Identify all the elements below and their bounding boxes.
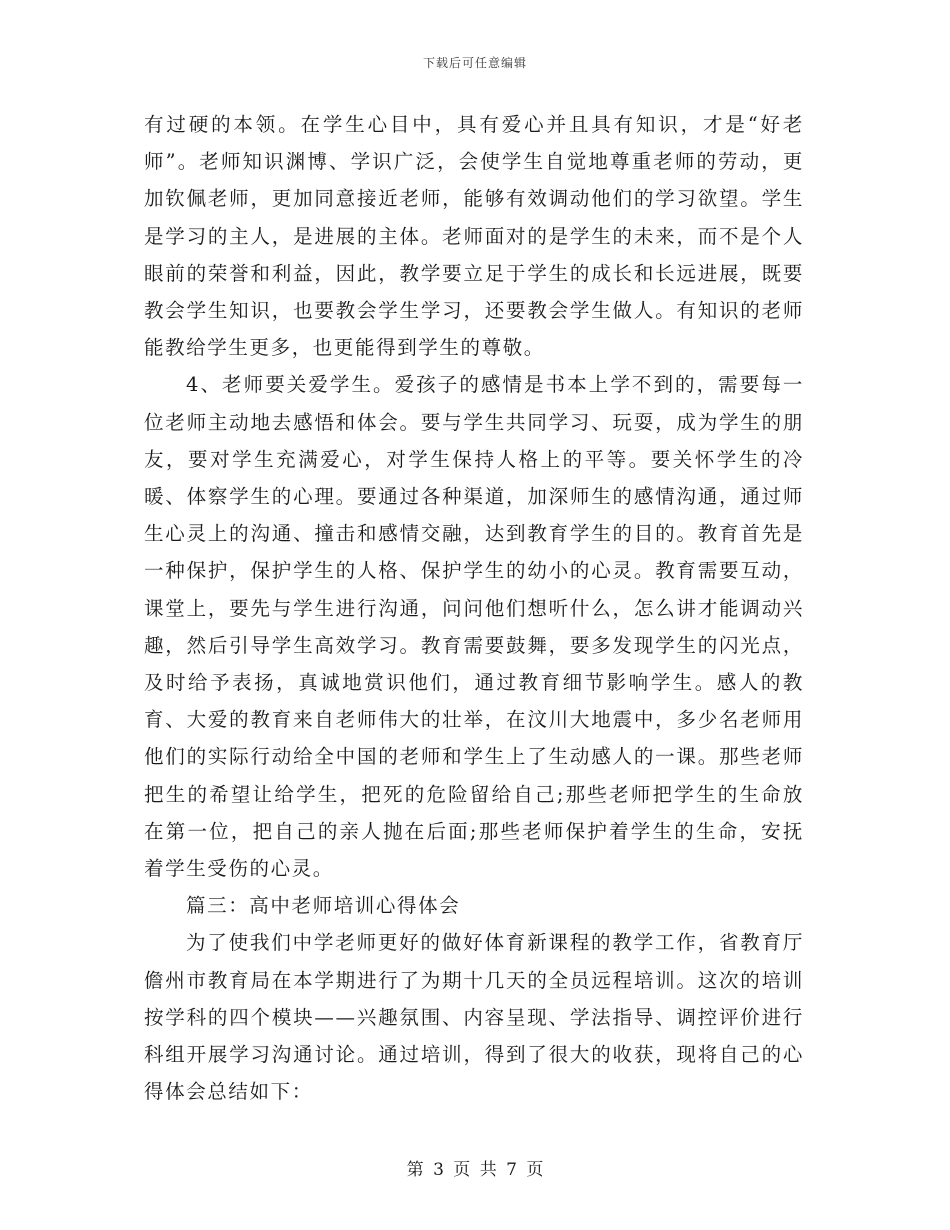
paragraph-continuation: 有过硬的本领。在学生心目中，具有爱心并且具有知识，才是“好老师”。老师知识渊博、学识广泛，会使学生自觉地尊重老师的劳动，更加钦佩老师，更加同意接近老师，能够有效调动他们的学习欲望。学生是学习的主人，是进展的主体。老师面对的是学生的未来，而不是个人眼前的荣誉和利益，因此，教学要立足于学生的成长和长远进展，既要教会学生知识，也要教会学生学习，还要教会学生做人。有知识的老师能教给学生更多，也更能得到学生的尊敬。	[144, 113, 804, 360]
paragraph-training-intro: 为了使我们中学老师更好的做好体育新课程的教学工作，省教育厅儋州市教育局在本学期进行了为期十几天的全员远程培训。这次的培训按学科的四个模块——兴趣氛围、内容呈现、学法指导、调控评价进行科组开展学习沟通讨论。通过培训，得到了很大的收获，现将自己的心得体会总结如下：	[144, 931, 804, 1104]
page-number: 第 3 页 共 7 页	[406, 1160, 544, 1180]
section-heading: 篇三：高中老师培训心得体会	[186, 894, 461, 918]
page-header: 下载后可任意编辑	[422, 56, 527, 70]
paragraph-care-for-students: 4、老师要关爱学生。爱孩子的感情是书本上学不到的，需要每一位老师主动地去感悟和体会。要与学生共同学习、玩耍，成为学生的朋友，要对学生充满爱心，对学生保持人格上的平等。要关怀学生的冷暖、体察学生的心理。要通过各种渠道，加深师生的感情沟通，通过师生心灵上的沟通、撞击和感情交融，达到教育学生的目的。教育首先是一种保护，保护学生的人格、保护学生的幼小的心灵。教育需要互动，课堂上，要先与学生进行沟通，问问他们想听什么，怎么讲才能调动兴趣，然后引导学生高效学习。教育需要鼓舞，要多发现学生的闪光点，及时给予表扬，真诚地赏识他们，通过教育细节影响学生。感人的教育、大爱的教育来自老师伟大的壮举，在汶川大地震中，多少名老师用他们的实际行动给全中国的老师和学生上了生动感人的一课。那些老师把生的希望让给学生，把死的危险留给自己;那些老师把学生的生命放在第一位，把自己的亲人抛在后面;那些老师保护着学生的生命，安抚着学生受伤的心灵。	[144, 373, 804, 881]
document-body	[144, 106, 804, 1110]
